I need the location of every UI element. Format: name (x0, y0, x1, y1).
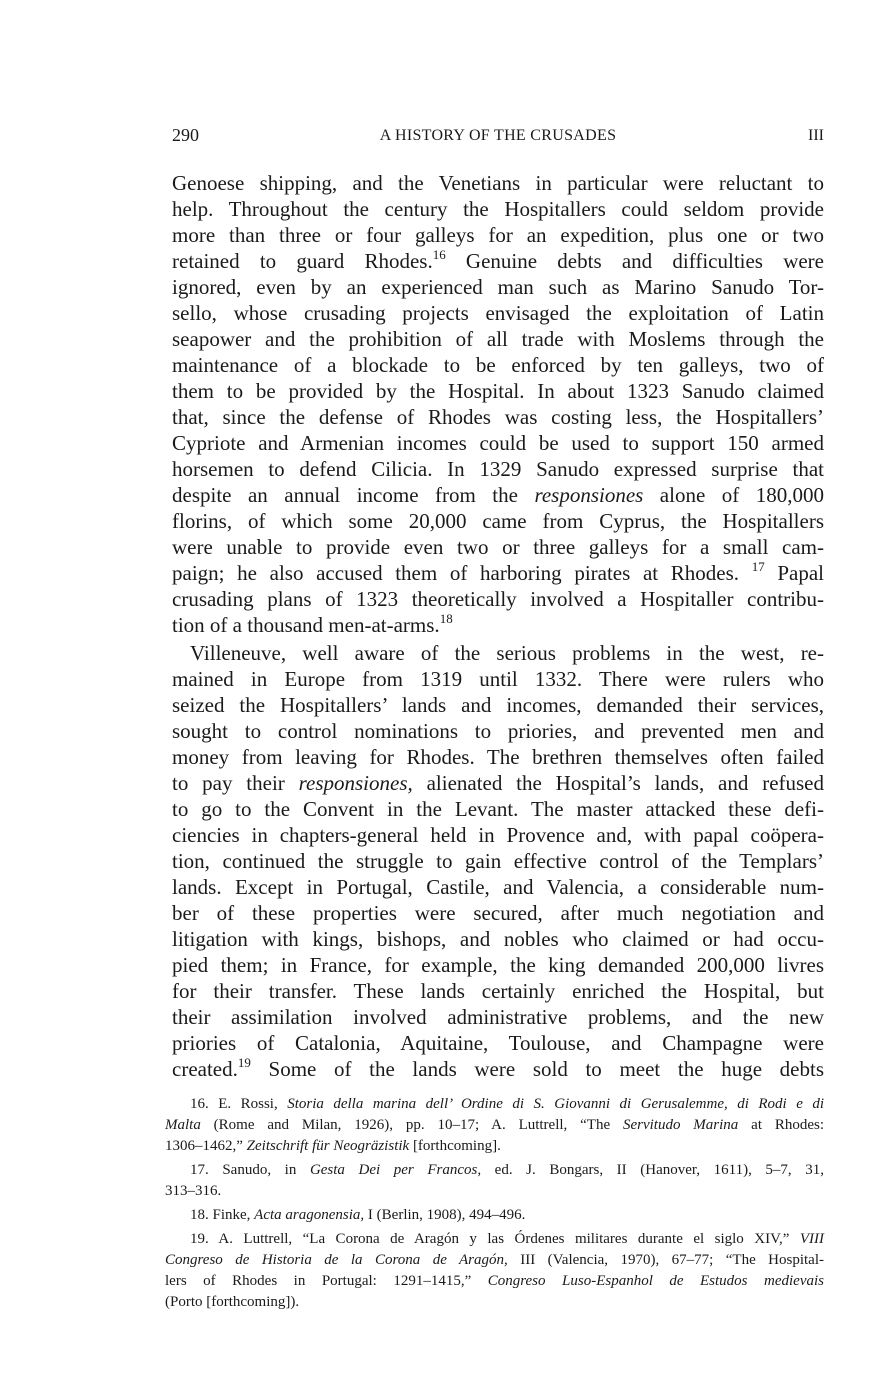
body-line: ber of these properties were secured, after much negotiation and (172, 901, 824, 925)
footnote-line: lers of Rhodes in Portugal: 1291–1415,” Congreso Luso-Espanhol de Estudos medievais (165, 1273, 824, 1289)
body-line: lands. Except in Portugal, Castile, and Valencia, a considerable num- (172, 875, 824, 899)
footnote-line: Congreso de Historia de la Corona de Aragón, III (Valencia, 1970), 67–77; “The Hospital- (165, 1252, 824, 1268)
body-line: that, since the defense of Rhodes was costing less, the Hospitallers’ (172, 405, 824, 429)
body-line: to go to the Convent in the Levant. The master attacked these defi- (172, 797, 824, 821)
body-line: to pay their responsiones, alienated the Hospital’s lands, and refused (172, 771, 824, 795)
body-line: ignored, even by an experienced man such as Marino Sanudo Tor- (172, 275, 824, 299)
footnote-ref: 17 (751, 559, 765, 574)
body-line: ciencies in chapters-general held in Provence and, with papal coöpera- (172, 823, 824, 847)
body-line: florins, of which some 20,000 came from Cyprus, the Hospitallers (172, 509, 824, 533)
body-line: crusading plans of 1323 theoretically involved a Hospitaller contribu- (172, 587, 824, 611)
footnote-line: 17. Sanudo, in Gesta Dei per Francos, ed. J. Bongars, II (Hanover, 1611), 5–7, 31, (190, 1162, 824, 1178)
footnote-ref: 18 (439, 611, 453, 626)
body-line: seized the Hospitallers’ lands and incomes, demanded their services, (172, 693, 824, 717)
footnote-ref: 16 (432, 247, 446, 262)
body-line: them to be provided by the Hospital. In about 1323 Sanudo claimed (172, 379, 824, 403)
footnote-line: (Porto [forthcoming]). (165, 1294, 300, 1310)
body-line: seapower and the prohibition of all trade with Moslems through the (172, 327, 824, 351)
body-line: priories of Catalonia, Aquitaine, Toulouse, and Champagne were (172, 1031, 824, 1055)
footnote-line: 16. E. Rossi, Storia della marina dell’ Ordine di S. Giovanni di Gerusalemme, di Rodi e di (190, 1096, 824, 1112)
body-line: sello, whose crusading projects envisaged the exploitation of Latin (172, 301, 824, 325)
body-line: Villeneuve, well aware of the serious problems in the west, re- (190, 641, 824, 665)
body-line: Genoese shipping, and the Venetians in particular were reluctant to (172, 171, 824, 195)
body-line: help. Throughout the century the Hospitallers could seldom provide (172, 197, 824, 221)
footnote-line: 18. Finke, Acta aragonensia, I (Berlin, 1908), 494–496. (190, 1207, 526, 1223)
body-line: their assimilation involved administrative problems, and the new (172, 1005, 824, 1029)
body-line: created.$^{19}$ Some of the lands were sold to meet the huge debts (172, 1055, 824, 1081)
footnote-ref: 19 (237, 1055, 251, 1070)
body-line: more than three or four galleys for an expedition, plus one or two (172, 223, 824, 247)
body-line: maintenance of a blockade to be enforced by ten galleys, two of (172, 353, 824, 377)
body-line: were unable to provide even two or three galleys for a small cam- (172, 535, 824, 559)
body-line: pied them; in France, for example, the king demanded 200,000 livres (172, 953, 824, 977)
footnote-line: 19. A. Luttrell, “La Corona de Aragón y las Órdenes militares durante el siglo XIV,” VIII (190, 1231, 824, 1247)
body-line: retained to guard Rhodes.$^{16}$ Genuine debts and difficulties were (172, 247, 824, 273)
body-line: money from leaving for Rhodes. The brethren themselves often failed (172, 745, 824, 769)
running-title: A HISTORY OF THE CRUSADES (379, 127, 617, 144)
footnote-line: 313–316. (165, 1183, 222, 1199)
body-line: paign; he also accused them of harboring pirates at Rhodes. $^{17}$ Papal (172, 559, 825, 585)
body-line: Cypriote and Armenian incomes could be used to support 150 armed (172, 431, 824, 455)
running-header (172, 125, 824, 149)
body-line: tion of a thousand men-at-arms.$^{18}$ (172, 611, 453, 637)
footnote-line: 1306–1462,” Zeitschrift für Neogräzistik [forthcoming]. (165, 1138, 501, 1154)
body-line: for their transfer. These lands certainly enriched the Hospital, but (172, 979, 824, 1003)
body-line: horsemen to defend Cilicia. In 1329 Sanudo expressed surprise that (172, 457, 824, 481)
body-line: litigation with kings, bishops, and nobles who claimed or had occu- (172, 927, 824, 951)
page-number: 290 (172, 125, 199, 145)
volume-number: III (808, 127, 824, 144)
footnote-line: Malta (Rome and Milan, 1926), pp. 10–17; A. Luttrell, “The Servitudo Marina at Rhodes: (165, 1117, 824, 1133)
body-line: mained in Europe from 1319 until 1332. There were rulers who (172, 667, 824, 691)
body-line: despite an annual income from the responsiones alone of 180,000 (172, 483, 824, 507)
body-line: tion, continued the struggle to gain effective control of the Templars’ (172, 849, 824, 873)
body-line: sought to control nominations to priories, and prevented men and (172, 719, 824, 743)
